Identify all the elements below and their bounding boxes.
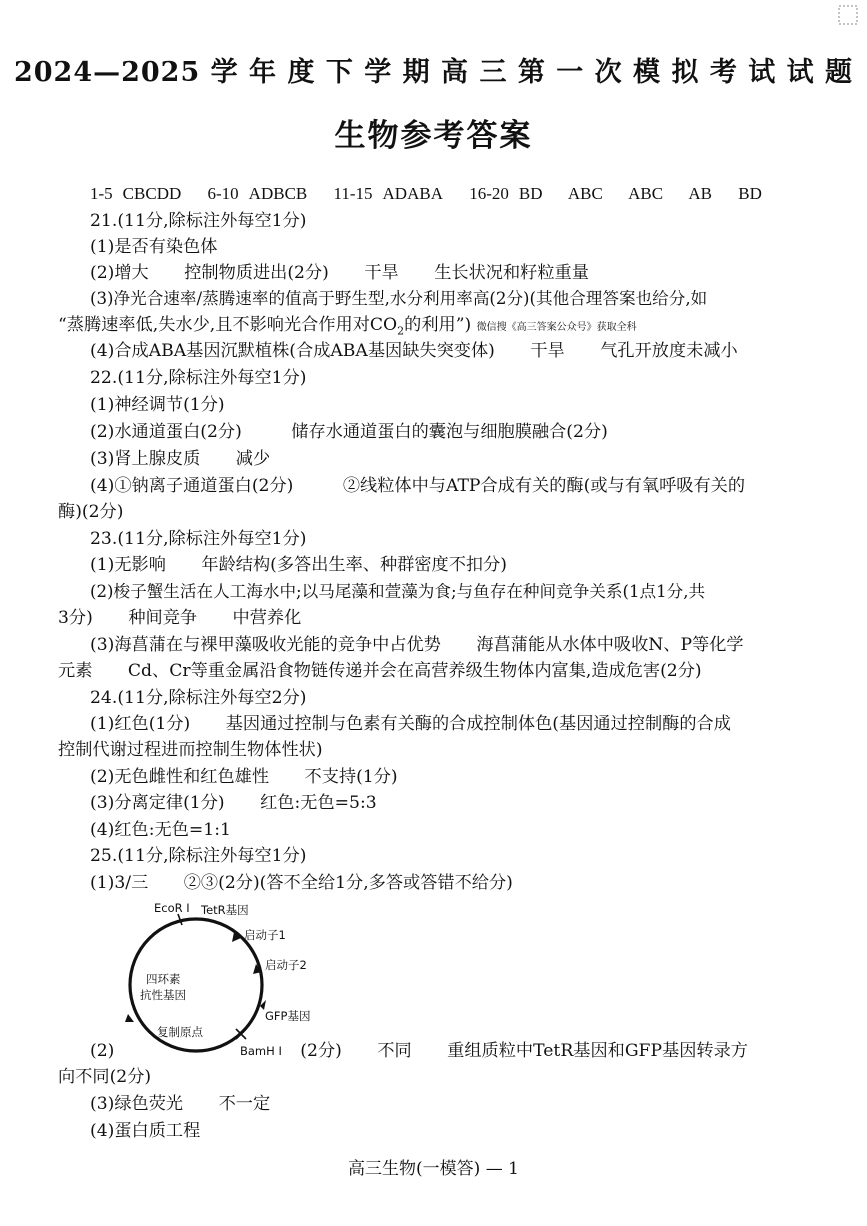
q23-answer-3 <box>90 634 744 656</box>
answer-text: 减少 <box>235 449 271 469</box>
mcq-answer: ADBCB <box>248 184 308 203</box>
answer-text: ②线粒体中与ATP合成有关的酶(或与有氧呼吸有关的 <box>342 476 746 496</box>
answer-text: 的利用”) <box>404 315 472 335</box>
answer-text: 控制物质进出(2分) <box>184 263 329 283</box>
corner-mark-icon <box>837 4 859 26</box>
mcq-range: 16-20 <box>469 184 509 203</box>
answer-text: 中营养化 <box>232 608 302 628</box>
tetracycline-label: 四环素 <box>146 972 181 986</box>
answer-text: 生长状况和籽粒重量 <box>434 263 589 283</box>
answer-text: (1)无影响 <box>90 555 166 575</box>
mcq-range: 1-5 <box>90 184 113 203</box>
answer-text: (3)分离定律(1分) <box>90 793 225 813</box>
exam-title: 2024—2025 学 年 度 下 学 期 高 三 第 一 次 模 拟 考 试 试 题 <box>13 57 854 88</box>
answer-text: 年龄结构(多答出生率、种群密度不扣分) <box>201 555 507 575</box>
mcq-answer: ABC <box>628 184 664 203</box>
q23-header: 23.(11分,除标注外每空1分) <box>90 529 307 549</box>
q22-answer-4-cont: 酶)(2分) <box>58 502 124 522</box>
q25-header: 25.(11分,除标注外每空1分) <box>90 846 307 866</box>
ecori-site-label: EcoR Ⅰ <box>154 901 190 915</box>
mcq-answer: CBCDD <box>122 184 182 203</box>
mcq-range: 6-10 <box>207 184 239 203</box>
answer-text: (3)海菖蒲在与裸甲藻吸收光能的竞争中占优势 <box>90 635 441 655</box>
q22-answer-3 <box>90 448 270 470</box>
answer-text: 气孔开放度未减小 <box>600 341 738 361</box>
answer-text: 储存水通道蛋白的囊泡与细胞膜融合(2分) <box>291 422 608 442</box>
q24-answer-1 <box>90 713 731 735</box>
answer-text: 元素 <box>58 661 93 681</box>
watermark-note: 微信搜《高三答案公众号》获取全科 <box>476 322 637 333</box>
q25-answer-4: (4)蛋白质工程 <box>90 1121 201 1141</box>
answer-text: ②③(2分)(答不全给1分,多答或答错不给分) <box>183 873 513 893</box>
answer-text: (2) <box>90 1041 115 1061</box>
mcq-range: 11-15 <box>333 184 373 203</box>
mcq-answer: BD <box>518 184 543 203</box>
answer-text: (1)3/三 <box>90 873 149 893</box>
q21-header: 21.(11分,除标注外每空1分) <box>90 211 307 231</box>
mcq-answer: ABC <box>567 184 603 203</box>
answer-text: (3)绿色荧光 <box>90 1094 184 1114</box>
bamhi-site-label: BamH Ⅰ <box>240 1044 282 1058</box>
promoter1-label: 启动子1 <box>244 928 286 942</box>
subscript: 2 <box>397 324 405 338</box>
q22-answer-4 <box>90 475 745 497</box>
answer-text: (2)增大 <box>90 263 149 283</box>
q21-answer-3-cont <box>58 314 637 342</box>
answer-key-title: 生物参考答案 <box>334 118 533 154</box>
mcq-answer: ADABA <box>382 184 443 203</box>
answer-text: (4)①钠离子通道蛋白(2分) <box>90 476 294 496</box>
q24-answer-2 <box>90 766 398 788</box>
q23-answer-2: (2)梭子蟹生活在人工海水中;以马尾藻和萱藻为食;与鱼存在种间竞争关系(1点1分,共 <box>90 582 706 601</box>
mcq-answer: BD <box>738 184 762 203</box>
q21-answer-2 <box>90 262 589 284</box>
multiple-choice-answers <box>90 184 772 204</box>
q21-answer-1: (1)是否有染色体 <box>90 237 218 257</box>
answer-text: 干旱 <box>364 263 399 283</box>
resistance-direction-arrow-icon <box>125 1014 134 1022</box>
q23-answer-1 <box>90 554 507 576</box>
answer-text: 不一定 <box>218 1094 271 1114</box>
answer-text: 基因通过控制与色素有关酶的合成控制体色(基因通过控制酶的合成 <box>225 714 731 734</box>
answer-text: (1)红色(1分) <box>90 714 191 734</box>
answer-text: 海菖蒲能从水体中吸收N、P等化学 <box>476 635 744 655</box>
q22-answer-2 <box>90 421 608 443</box>
q25-answer-1 <box>90 872 513 894</box>
answer-text: 不同 <box>377 1041 412 1061</box>
answer-text: “蒸腾速率低,失水少,且不影响光合作用对CO <box>58 315 398 335</box>
answer-text: 重组质粒中TetR基因和GFP基因转录方 <box>447 1041 748 1061</box>
mcq-answer: AB <box>688 184 713 203</box>
q23-answer-2-cont <box>58 607 301 629</box>
answer-text: 红色:无色=5:3 <box>260 793 377 813</box>
answer-text: (3)肾上腺皮质 <box>90 449 201 469</box>
gfp-gene-label: GFP基因 <box>265 1009 311 1023</box>
answer-text: 干旱 <box>530 341 565 361</box>
answer-text: (2)无色雌性和红色雄性 <box>90 767 270 787</box>
answer-text: 种间竞争 <box>128 608 198 628</box>
q23-answer-3-cont <box>58 660 702 682</box>
promoter2-label: 启动子2 <box>265 958 307 972</box>
q22-header: 22.(11分,除标注外每空1分) <box>90 368 307 388</box>
origin-of-replication-label: 复制原点 <box>157 1025 203 1039</box>
q21-answer-4 <box>90 340 738 362</box>
page-footer: 高三生物(一模答) — 1 <box>348 1159 519 1179</box>
tetr-gene-label: TetR基因 <box>201 903 249 917</box>
q21-answer-3: (3)净光合速率/蒸腾速率的值高于野生型,水分利用率高(2分)(其他合理答案也给分,如 <box>90 289 708 308</box>
q22-answer-1: (1)神经调节(1分) <box>90 395 225 415</box>
plasmid-diagram <box>110 898 350 1063</box>
answer-text: (4)合成ABA基因沉默植株(合成ABA基因缺失突变体) <box>90 341 495 361</box>
q24-header: 24.(11分,除标注外每空2分) <box>90 688 307 708</box>
q24-answer-1-cont: 控制代谢过程进而控制生物体性状) <box>58 740 323 760</box>
q25-answer-2 <box>90 1040 748 1062</box>
q25-answer-2-cont: 向不同(2分) <box>58 1067 152 1087</box>
resistance-gene-label: 抗性基因 <box>140 988 186 1002</box>
q24-answer-3 <box>90 792 377 814</box>
answer-text: 3分) <box>58 608 93 628</box>
q24-answer-4: (4)红色:无色=1:1 <box>90 820 231 840</box>
answer-text: Cd、Cr等重金属沿食物链传递并会在高营养级生物体内富集,造成危害(2分) <box>127 661 702 681</box>
answer-text: (2分) <box>300 1041 342 1061</box>
q25-answer-3 <box>90 1093 270 1115</box>
answer-text: (2)水通道蛋白(2分) <box>90 422 242 442</box>
answer-text: 不支持(1分) <box>304 767 398 787</box>
